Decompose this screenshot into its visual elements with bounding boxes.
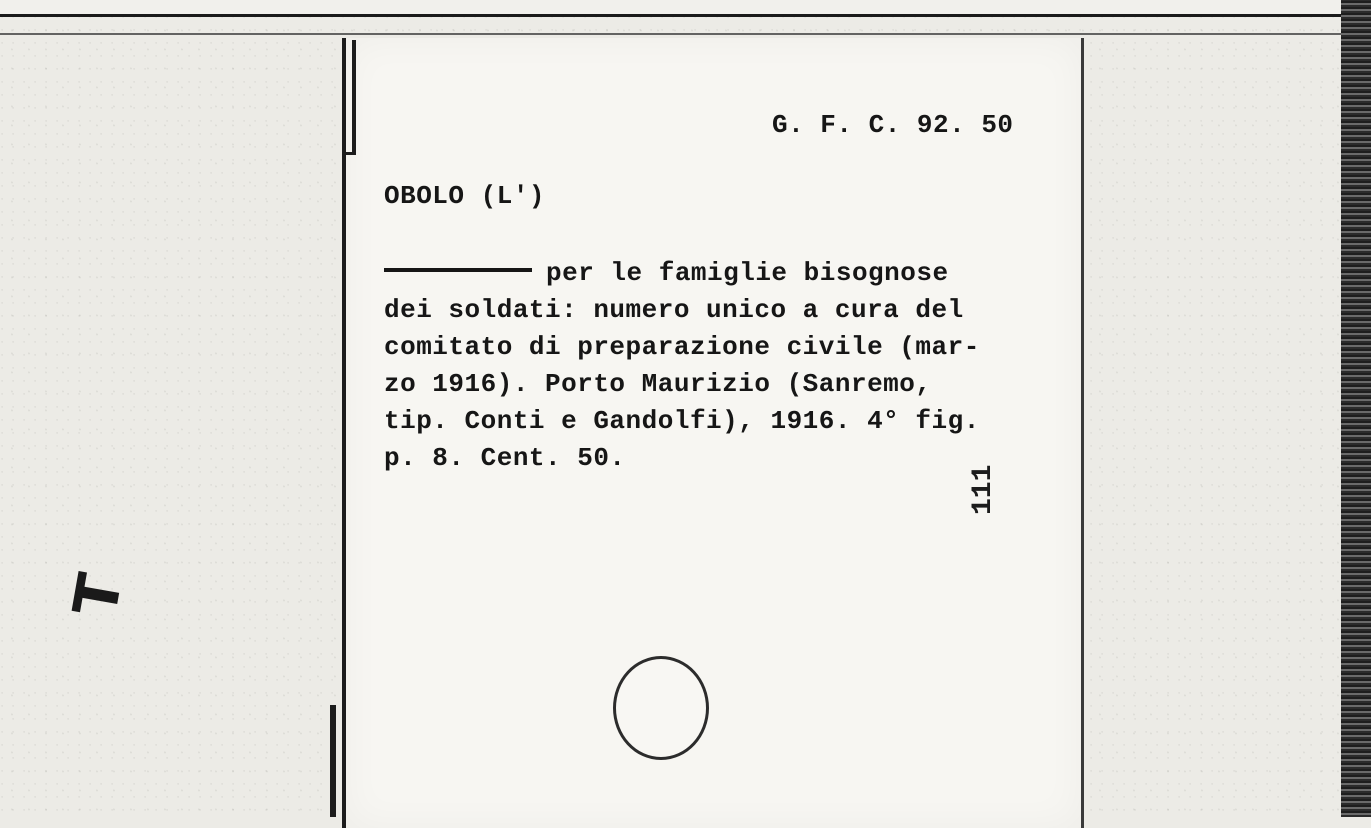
top-rule: [0, 33, 1345, 35]
card-line: [384, 255, 980, 292]
card-line: p. 8. Cent. 50.: [384, 443, 626, 473]
card-body: [384, 255, 980, 477]
card-line-text: per le famiglie bisognose: [546, 258, 949, 288]
card-line: dei soldati: numero unico a cura del: [384, 295, 964, 325]
top-strip: [0, 0, 1345, 17]
rotated-stamp: 111: [968, 464, 999, 515]
card-bracket: [342, 40, 356, 155]
card-line: comitato di preparazione civile (mar-: [384, 332, 980, 362]
card-line: zo 1916). Porto Maurizio (Sanremo,: [384, 369, 932, 399]
punch-hole: [613, 656, 709, 760]
card-heading: OBOLO (L'): [384, 181, 546, 211]
card-line: tip. Conti e Gandolfi), 1916. 4° fig.: [384, 406, 980, 436]
call-number: G. F. C. 92. 50: [772, 110, 1014, 140]
margin-mark: T: [60, 568, 137, 622]
title-dash: [384, 268, 532, 272]
right-edge-strip: [1341, 0, 1371, 817]
card-lower-edge: [330, 705, 336, 817]
